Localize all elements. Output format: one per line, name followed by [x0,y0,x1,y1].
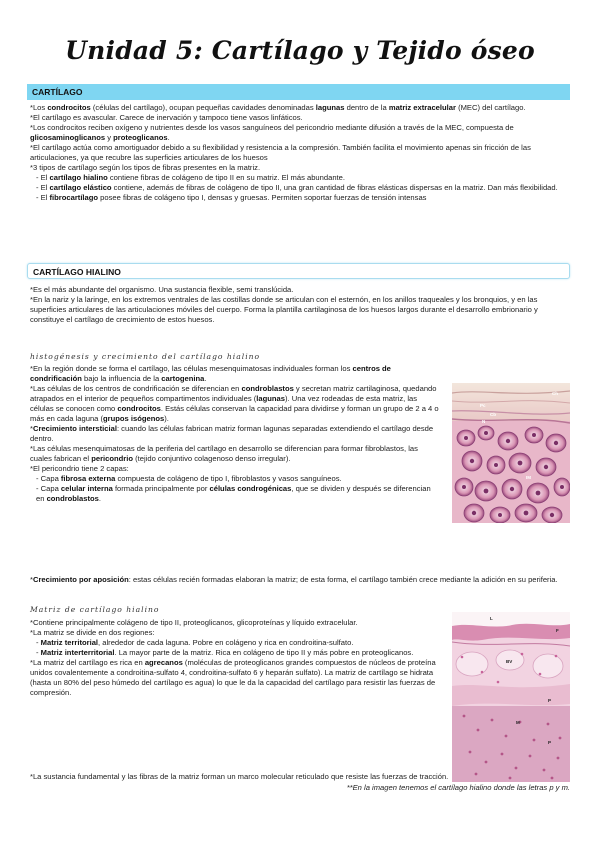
list-item: - Matriz interterritorial. La mayor parte de la matriz. Rica en colágeno de tipo II y más pobre en proteoglicanos. [36,648,414,658]
page-title: Unidad 5: Cartílago y Tejido óseo [65,36,535,65]
bold-term: cartílago elástico [49,183,112,193]
histology-image-chondrocytes [452,383,570,523]
image-note: **En la imagen tenemos el cartílago hialino donde las letras p y m. [346,783,570,792]
paragraph: *El cartílago actúa como amortiguador debido a su flexibilidad y resistencia a la compresión. También facilita el movimiento apenas sin fricción de las articulaciones, ya que recubre las superficies articulares de los huesos [30,143,531,163]
bold-term: agrecanos [144,658,183,668]
paragraph: *Las células mesenquimatosas de la periferia del cartílago en desarrollo se diferencian para formar fibroblastos, las cuales fabrican el pericondrio (tejido conjuntivo colagenoso denso irregular). [30,444,418,464]
histology-image-matrix [452,612,570,782]
list-item: - Capa celular interna formada principalmente por células condrogénicas, que se dividen y después se diferencian en condroblastos. [36,484,431,504]
subheading-histogenesis: histogénesis y crecimiento del cartílago hialino [30,352,261,361]
bold-term: Matriz interterritorial [40,648,115,658]
paragraph: *La matriz se divide en dos regiones: [30,628,155,638]
figure2-label: P [548,740,552,745]
section-heading-cartilago: CARTÍLAGO [27,84,570,100]
figure2-label: P [548,698,552,703]
figure2-label: BV [506,659,513,664]
subheading-matriz: Matriz de cartílago hialino [30,605,160,614]
histogenesis-body-bottom [30,575,570,585]
bold-term: pericondrio [91,454,133,464]
list-item: - El fibrocartílago posee fibras de colágeno tipo I, densas y gruesas. Permiten soportar fuerzas de tensión intensas [36,193,427,203]
bold-term: glicosaminoglicanos [30,133,106,143]
paragraph: *Las células de los centros de condrificación se diferencian en condroblastos y secretan matriz cartilaginosa, quedando atrapados en el interior de pequeños compartimentos individuales (lagunas). Una vez rodeadas de esta matriz, las células se conocen como condrocitos. Estás células conservan la capacidad para dividirse y forman un grupo de 2 a 4 o más en cada laguna (grupos isógenos). [30,384,439,424]
figure2-label: M [516,720,520,725]
bold-term: condroblastos [241,384,294,394]
bold-term: fibrosa externa [60,474,116,484]
bold-term: cartogenina [161,374,205,384]
figure2-label: F [556,628,559,633]
bold-term: cartílago hialino [49,173,108,183]
bold-term: condrocitos [117,404,161,414]
figure1-label: IM [526,475,531,480]
bold-term: celular interna [60,484,113,494]
paragraph: *Los condrocitos (células del cartílago), ocupan pequeñas cavidades denominadas lagunas dentro de la matriz extracelular (MEC) del cartílago. [30,103,526,112]
paragraph: *Crecimiento intersticial: cuando las células fabrican matriz forman lagunas separadas extendiendo el cartílago desde dentro. [30,424,434,444]
paragraph: *Contiene principalmente colágeno de tipo II, proteoglicanos, glicoproteínas y líquido extracelular. [30,618,358,627]
bold-term: condrocitos [47,103,91,112]
paragraph: *El cartílago es avascular. Carece de inervación y tampoco tiene vasos linfáticos. [30,113,303,123]
histology-svg-2 [452,612,570,782]
figure1-label: Ch [552,391,558,396]
histology-svg [452,383,570,523]
bold-term: Matriz territorial [40,638,99,648]
list-item: - El cartílago elástico contiene, además de fibras de colágeno de tipo II, una gran cantidad de fibras elásticas dispersas en la matriz. Dan más flexibilidad. [36,183,558,193]
figure1-label: Pc [480,403,486,408]
paragraph: *Es el más abundante del organismo. Una sustancia flexible, semi translúcida. [30,285,294,294]
paragraph: *La matriz del cartílago es rica en agrecanos (moléculas de proteoglicanos grandes compuestos de núcleos de proteína unidos covalentemente a condroitina-sulfato 4, condroitina-sulfato 6 y heparán sulfato). La matriz de cartílago se hidrata (hasta un 80% del peso húmedo del cartílago es agua) lo que le da la capacidad del cartílago para resistir las fuerzas de compresión. [30,658,436,698]
paragraph: *En la nariz y la laringe, en los extremos ventrales de las costillas donde se articulan con el esternón, en los anillos traqueales y los bronquios, y en las superficies articulares de las articulaciones móviles del cuerpo. Forma la plantilla cartilaginosa de los huesos largos durante el desarrollo embrionario y constituye el cartílago de crecimiento de estos huesos. [30,295,538,325]
bold-term: proteoglicanos [113,133,168,143]
bold-term: Crecimiento intersticial [32,424,117,434]
section-hialino-body [30,285,570,325]
section-cartilago-body [30,103,570,203]
bold-term: lagunas [315,103,345,112]
paragraph: *Los condrocitos reciben oxígeno y nutrientes desde los vasos sanguíneos del pericondrio mediante difusión a través de la MEC, compuesta de glicosaminoglicanos y proteoglicanos. [30,123,514,143]
figure1-label: N [482,419,486,424]
histogenesis-body-top [30,364,440,504]
bold-term: células condrogénicas [209,484,292,494]
list-item: - El cartílago hialino contiene fibras de colágeno de tipo II en su matriz. El más abundante. [36,173,345,183]
figure2-label: L [490,616,493,621]
list-item: - Matriz territorial, alrededor de cada laguna. Pobre en colágeno y rica en condroitina-sulfato. [36,638,354,648]
paragraph: *El pericondrio tiene 2 capas: [30,464,129,474]
section-heading-cartilago-hialino: CARTÍLAGO HIALINO [27,263,570,279]
bold-term: Crecimiento por aposición [32,575,129,584]
bold-term: centros de condrificación [30,364,391,384]
bold-term: fibrocartílago [49,193,99,203]
paragraph: *En la región donde se forma el cartílago, las células mesenquimatosas individuales forman los centros de condrificación bajo la influencia de la cartogenina. [30,364,391,384]
matriz-body-top [30,618,440,698]
bold-term: lagunas [256,394,285,404]
figure1-label: Cb [490,412,496,417]
bold-term: matriz extracelular [388,103,456,112]
paragraph: *3 tipos de cartílago según los tipos de fibras presentes en la matriz. [30,163,261,173]
paragraph: *La sustancia fundamental y las fibras de la matriz forman un marco molecular reticulado que resiste las fuerzas de tracción. [30,772,449,781]
bold-term: condroblastos [46,494,99,504]
paragraph: *Crecimiento por aposición: estas células recién formadas elaboran la matriz; de esta forma, el cartílago también crece mediante la adición en su periferia. [30,575,558,584]
list-item: - Capa fibrosa externa compuesta de colágeno de tipo I, fibroblastos y vasos sanguíneos. [36,474,342,484]
bold-term: grupos isógenos [103,414,165,424]
